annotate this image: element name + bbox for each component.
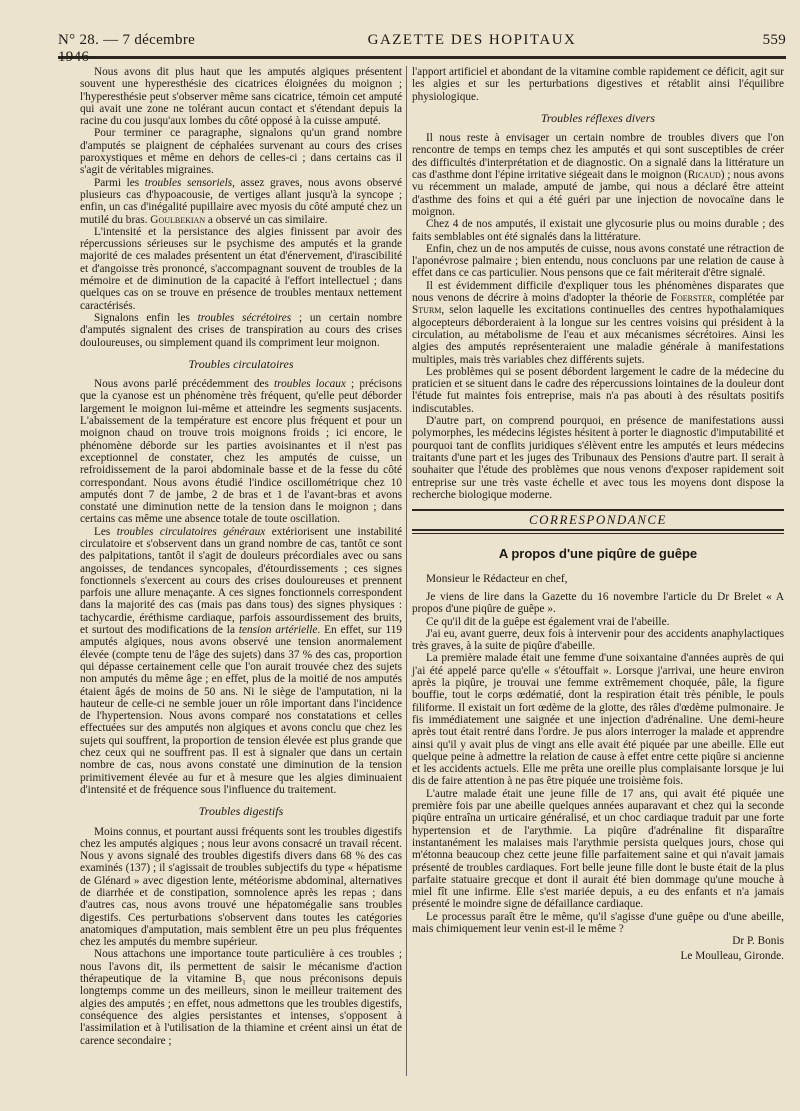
section-heading: Troubles réflexes divers xyxy=(540,110,656,125)
paragraph: J'ai eu, avant guerre, deux fois à intervenir pour des accidents anaphylactiques très graves, à la suite de piqûre d'abeille. xyxy=(412,627,784,653)
paragraph: Nous attachons une importance toute particulière à ces troubles ; nous l'avons dit, ils permettent de saisir le mécanisme d'action thérapeutique de la vitamine B₁ que nous préconisons depuis longtemps comme un des meilleurs, sinon le meilleur traitement des algies des amputés ; en effet, nous admettons que les troubles digestifs, conséquence des algies persistantes et intenses, s'opposent à l'assimilation et à l'utilisation de la thiamine et créent ainsi un état de carence secondaire ; xyxy=(80,948,402,1047)
paragraph: Enfin, chez un de nos amputés de cuisse, nous avons constaté une rétraction de l'aponévrose palmaire ; bien entendu, nous concluons par une relation de cause à effet dans ce cas particulier. Nous pensons que ce fait mériterait d'être signalé. xyxy=(412,242,784,280)
paragraph: L'intensité et la persistance des algies finissent par avoir des répercussions sérieuses sur le psychisme des amputés et la grande majorité de ces malades présentent un état d'énervement, d'irascibilité et d'angoisse très prononcé, s'accompagnant souvent de troubles de la mémoire et de diminution de la capacité à l'effort intellectuel ; dans quelques cas on se trouve en présence de troubles mentaux nettement caractérisés. xyxy=(80,225,402,312)
issue-date: N° 28. — 7 décembre 1946 xyxy=(58,32,196,65)
correspondance-banner: CORRESPONDANCE xyxy=(412,509,784,531)
left-column xyxy=(80,66,402,1047)
paragraph: Moins connus, et pourtant aussi fréquents sont les troubles digestifs chez les amputés algiques ; nous leur avons consacré un travail récent. Nous y avons signalé des troubles digestifs divers dans 68 % des cas examinés (137) ; il s'agissait de troubles subjectifs du type « hépatisme de Glénard » avec digestion lente, météorisme abdominal, alternatives de diarrhée et de constipation, somnolence après les repas ; dans d'autres cas, nous avons trouvé une hépatomégalie sans troubles digestifs. Ces perturbations s'observent dans toutes les catégories anatomiques d'amputation, mais semblent être un peu plus fréquentes chez les amputés du membre supérieur. xyxy=(80,825,402,949)
signature: Dr P. Bonis xyxy=(732,935,784,948)
paragraph: Je viens de lire dans la Gazette du 16 novembre l'article du Dr Brelet « A propos d'une piqûre de guêpe ». xyxy=(412,590,784,616)
paragraph: Parmi les troubles sensoriels, assez graves, nous avons observé plusieurs cas d'hypoacousie, de vertiges allant jusqu'à la syncope ; enfin, un cas d'inégalité pupillaire avec myosis du côté amputé chez un mutilé du bras. Goulbekian a observé un cas similaire. xyxy=(80,176,402,226)
paragraph: Les troubles circulatoires généraux extériorisent une instabilité circulatoire et s'observent dans un grand nombre de cas, tantôt ce sont des palpitations, tantôt il s'agit de douleurs précordiales avec ou sans angoisses, de tendances syncopales, d'étourdissements ; ces signes fonctionnels s'exercent au cours des crises douloureuses et prennent parfois une allure menaçante. A ces signes fonctionnels correspondent dans la majorité des cas (mais pas dans tous) des signes physiques : tachycardie, éréthisme cardiaque, parfois assourdissement des bruits, et surtout des modifications de la tension artérielle. En effet, sur 119 amputés algiques, nous avons observé une tension anormalement élevée (compte tenu de l'âge des sujets) dans 37 % des cas, proportion qui dépasse certainement celle que l'on aurait trouvée chez des sujets non amputés du même âge ; en effet, plus de la moitié de nos amputés étaient âgés de moins de 50 ans. Ni le siège de l'amputation, ni la hauteur de celle-ci ne semble jouer un rôle important dans l'incidence de l'hypertension. Nous avons comparé nos constatations et celles effectuées sur des amputés non algiques et avons conclu que chez les sujets qui souffrent, la proportion de tension élevée est plus grande que chez ceux qui ne souffrent pas. Il est à signaler que dans un certain nombre de cas, nous avons constaté une diminution de la tension primitivement élevée au fur et à mesure que les algies diminuaient d'intensité et de fréquence sous l'influence du traitement. xyxy=(80,525,402,796)
column-divider xyxy=(406,66,407,1076)
paragraph: l'apport artificiel et abondant de la vitamine comble rapidement ce déficit, agit sur les algies et sur les perturbations digestives et rétablit ainsi l'équilibre physiologique. xyxy=(412,66,784,103)
paragraph: Ce qu'il dit de la guêpe est également vrai de l'abeille. xyxy=(426,615,670,628)
section-heading: Troubles digestifs xyxy=(198,804,284,819)
article-title: A propos d'une piqûre de guêpe xyxy=(498,546,698,562)
paragraph: La première malade était une femme d'une soixantaine d'années auprès de qui j'ai été appelé parce qu'elle « s'étouffait ». Lorsque j'arrivai, une heure environ après la piqûre, je trouvai une femme extrêmement choquée, pâle, la figure bouffie, tout le corps œdématié, dont la respiration était très pénible, le pouls filiforme. Il existait un fort œdème de la glotte, des râles d'œdème pulmonaire. Je fis immédiatement une saignée et une injection d'adrénaline. Une demi-heure après tout était rentré dans l'ordre. Je pus alors interroger la malade et apprendre ainsi qu'il y avait plus de vingt ans elle avait été piquée par une abeille. Elle eut quelque peine à admettre la relation de cause à effet entre cette piqûre si ancienne et les accidents actuels. Elle me prêta une oreille plus complaisante lorsque je lui dis de faire attention à ne pas être piquée une troisième fois. xyxy=(412,652,784,788)
paragraph: Chez 4 de nos amputés, il existait une glycosurie plus ou moins durable ; des faits semblables ont été signalés dans la littérature. xyxy=(412,218,784,243)
page-header xyxy=(58,32,786,65)
paragraph: Pour terminer ce paragraphe, signalons qu'un grand nombre d'amputés se plaignent de céphalées survenant au cours des crises paroxystiques et même en dehors de celles-ci ; dans certains cas il s'agit de véritables migraines. xyxy=(80,127,402,177)
journal-title: GAZETTE DES HOPITAUX xyxy=(367,32,577,48)
paragraph: L'autre malade était une jeune fille de 17 ans, qui avait été piquée une première fois par une abeille quelques années auparavant et chez qui la seconde piqûre entraîna un urticaire généralisé, et un choc cardiaque traduit par une forte hypertension et de l'arythmie. La piqûre d'adrénaline fit disparaître instantanément les malaises mais l'arythmie persista quelques jours, chose qui m'étonna beaucoup chez cette jeune fille parfaitement saine et qui n'avait jamais présenté de troubles cardiaques. Fort belle jeune fille dont le buste était de la plus parfaite statuaire grecque et dont il aurait été bien dommage qu'une mouche à miel fît une infirme. Elle s'est mariée depuis, a eu des enfants et n'a jamais présenté le moindre signe de défaillance cardiaque. xyxy=(412,787,784,911)
paragraph: D'autre part, on comprend pourquoi, en présence de manifestations aussi polymorphes, les médecins légistes hésitent à porter le diagnostic d'imputabilité et pourquoi tant de conflits juridiques s'élèvent entre les amputés et leurs médecins traitants d'une part et les juges des Tribunaux des Pensions d'autre part. Il serait à souhaiter que l'étude des problèmes que nous venons d'exposer rapidement soit entreprise sur une très vaste échelle et avec tous les moyens dont dispose la recherche biologique moderne. xyxy=(412,415,784,501)
header-rule xyxy=(58,58,786,59)
paragraph: Il est évidemment difficile d'expliquer tous les phénomènes disparates que nous venons de décrire à moins d'adopter la théorie de Foerster, complétée par Sturm, selon laquelle les excitations continuelles des centres hypothalamiques algocepteurs déborderaient à la longue sur les centres voisins qui président à la circulation, au métabolisme de l'eau et aux mécanismes sécrétoires. Ainsi les algies des amputés représenteraient une maladie générale à manifestations multiples, mais très variables chez différents sujets. xyxy=(412,279,784,366)
paragraph: Signalons enfin les troubles sécrétoires ; un certain nombre d'amputés signalent des crises de transpiration au cours des crises douloureuses, ou simplement quand ils compriment leur moignon. xyxy=(80,311,402,349)
banner-rule xyxy=(412,533,784,534)
paragraph: Il nous reste à envisager un certain nombre de troubles divers que l'on rencontre de temps en temps chez les amputés et qui sont susceptibles de créer des difficultés d'interprétation et de diagnostic. On a signalé dans la littérature un cas d'asthme dont l'épine irritative siégeait dans le moignon (Ricaud) ; nous avons vu récemment un malade, amputé de jambe, qui nous a déclaré être atteint d'asthme des foins et qui a été guéri par une injection de novocaïne dans le moignon. xyxy=(412,132,784,218)
right-column xyxy=(412,66,784,962)
paragraph: Le processus paraît être le même, qu'il s'agisse d'une guêpe ou d'une abeille, mais chimiquement leur venin est-il le même ? xyxy=(412,910,784,935)
section-heading: Troubles circulatoires xyxy=(188,356,294,371)
paragraph: Nous avons parlé précédemment des troubles locaux ; précisons que la cyanose est un phénomène très fréquent, qu'elle peut déborder largement le moignon lui-même et atteindre les segments susjacents. L'abaissement de la température est encore plus fréquent et pour un moignon chaud on trouve trois moignons froids ; ici encore, le phénomène déborde sur les parties avoisinantes et il n'est pas exceptionnel de constater, chez les amputés de cuisse, un refroidissement de la paroi abdominale basse et de la fesse du côté correspondant. Nous avons étudié l'indice oscillométrique chez 10 amputés dont 7 de jambe, 2 de bras et 1 de l'avant-bras et avons constaté une diminution nette de la tension dans le moignon ; dans certains cas même une absence totale de toute oscillation. xyxy=(80,378,402,526)
salutation: Monsieur le Rédacteur en chef, xyxy=(426,572,568,585)
signature-place: Le Moulleau, Gironde. xyxy=(680,949,784,962)
page-number: 559 xyxy=(762,32,786,48)
paragraph: Les problèmes qui se posent débordent largement le cadre de la médecine du praticien et se situent dans le cadre des répercussions lointaines de la douleur dont l'étude fut maintes fois entreprise, mais n'a pas abouti à des résultats positifs indiscutables. xyxy=(412,365,784,415)
paragraph: Nous avons dit plus haut que les amputés algiques présentent souvent une hyperesthésie des cicatrices éloignées du moignon ; l'hyperesthésie peut s'observer même sans cicatrice, témoin cet amputé qui avait une zone ne tolérant aucun contact et s'étendant depuis la racine du cou jusqu'aux lombes du côté opposé à la cuisse amputé. xyxy=(80,66,402,128)
